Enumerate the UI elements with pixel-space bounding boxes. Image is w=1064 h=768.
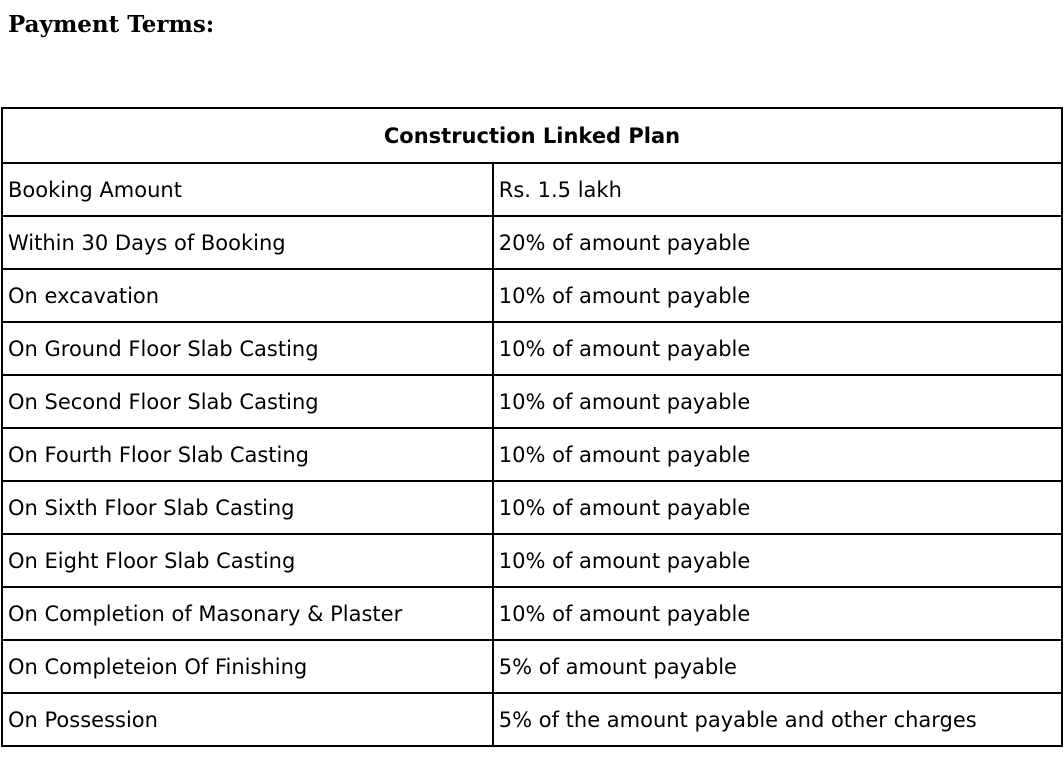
stage-cell: Booking Amount: [2, 163, 493, 216]
stage-cell: On Possession: [2, 693, 493, 746]
table-row: [2, 428, 1062, 481]
table-title-row: [2, 108, 1062, 163]
stage-cell: On Sixth Floor Slab Casting: [2, 481, 493, 534]
stage-cell: On Completeion Of Finishing: [2, 640, 493, 693]
amount-cell: 10% of amount payable: [493, 269, 1062, 322]
stage-cell: On Completion of Masonary & Plaster: [2, 587, 493, 640]
amount-cell: 10% of amount payable: [493, 587, 1062, 640]
page-heading: Payment Terms:: [8, 11, 215, 38]
amount-cell: 5% of the amount payable and other charges: [493, 693, 1062, 746]
stage-cell: On Second Floor Slab Casting: [2, 375, 493, 428]
amount-cell: 10% of amount payable: [493, 428, 1062, 481]
stage-cell: On Eight Floor Slab Casting: [2, 534, 493, 587]
table-row: [2, 269, 1062, 322]
table-row: [2, 322, 1062, 375]
table-title: Construction Linked Plan: [2, 108, 1062, 163]
table-row: [2, 534, 1062, 587]
amount-cell: 10% of amount payable: [493, 534, 1062, 587]
stage-cell: On Ground Floor Slab Casting: [2, 322, 493, 375]
table-row: [2, 587, 1062, 640]
amount-cell: 10% of amount payable: [493, 481, 1062, 534]
amount-cell: Rs. 1.5 lakh: [493, 163, 1062, 216]
table-row: [2, 640, 1062, 693]
amount-cell: 10% of amount payable: [493, 375, 1062, 428]
table-row: [2, 216, 1062, 269]
table-row: [2, 163, 1062, 216]
payment-plan-table: [1, 107, 1063, 747]
stage-cell: On excavation: [2, 269, 493, 322]
table-row: [2, 481, 1062, 534]
amount-cell: 20% of amount payable: [493, 216, 1062, 269]
table-row: [2, 375, 1062, 428]
amount-cell: 5% of amount payable: [493, 640, 1062, 693]
stage-cell: Within 30 Days of Booking: [2, 216, 493, 269]
stage-cell: On Fourth Floor Slab Casting: [2, 428, 493, 481]
amount-cell: 10% of amount payable: [493, 322, 1062, 375]
table-row: [2, 693, 1062, 746]
